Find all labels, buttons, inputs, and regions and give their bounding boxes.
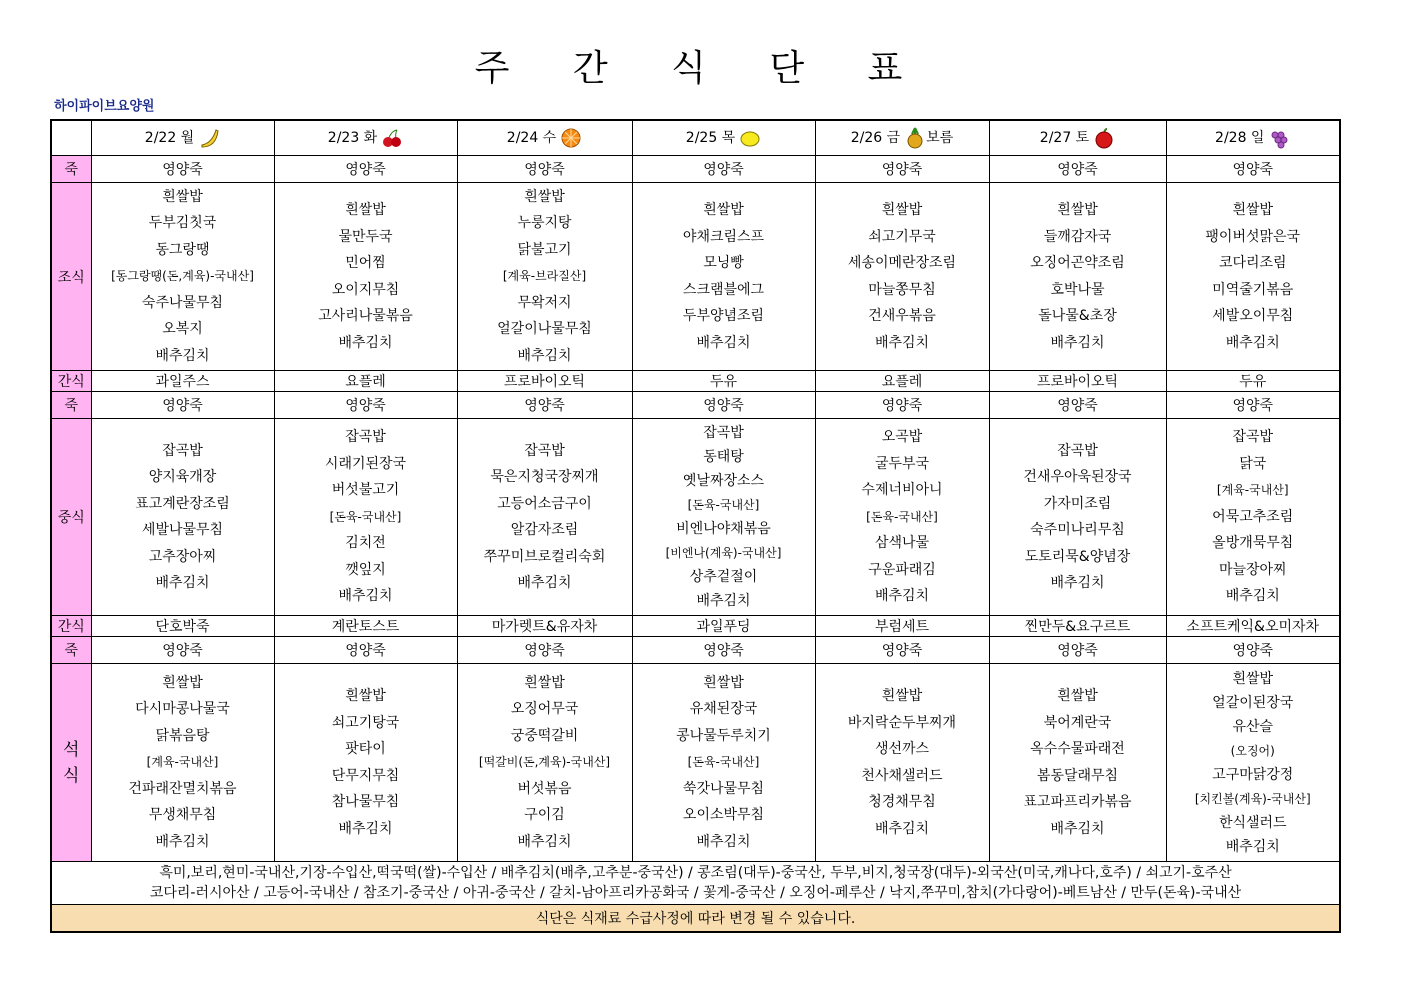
menu-item: 돌나물&초장 — [1038, 308, 1117, 324]
menu-item: 오복지 — [162, 321, 203, 338]
menu-cell: 프로바이오틱 — [457, 371, 632, 392]
menu-item: 세송이메란장조림 — [847, 255, 957, 271]
cherry-icon — [381, 127, 403, 149]
menu-item: 옥수수물파래전 — [1030, 741, 1125, 757]
menu-item: 흰쌀밥 — [881, 202, 923, 218]
menu-item: 야채크림스프 — [682, 228, 765, 245]
menu-item: 단무지무침 — [331, 767, 400, 784]
menu-item: 두부김칫국 — [148, 215, 217, 232]
menu-cell: 영양죽 — [815, 156, 989, 183]
menu-item: 생선까스 — [874, 741, 930, 757]
menu-item: 두부양념조림 — [682, 308, 765, 324]
menu-item: 세발오이무침 — [1212, 308, 1294, 324]
menu-item: 고추장아찌 — [148, 548, 217, 565]
menu-item: 비엔나야채볶음 — [676, 521, 771, 537]
menu-item: 배추김치 — [517, 347, 572, 364]
menu-cell: 영양죽 — [457, 156, 632, 183]
menu-item: 김치전 — [345, 535, 386, 552]
apple-icon — [1093, 127, 1115, 149]
origin-line: 흑미,보리,현미-국내산,기장-수입산,떡국떡(쌀)-수입산 / 배추김치(배추,고추분-중국산) / 콩조림(대두)-중국산, 두부,비지,청국장(대두)-외국산(미국,캐나다,호주) / 쇠고기-호주산 — [159, 865, 1232, 881]
menu-cell — [815, 419, 989, 616]
menu-item: [계육-국내산] — [146, 755, 219, 770]
menu-item: 들깨감자국 — [1043, 228, 1112, 245]
menu-item: 배추김치 — [1050, 820, 1105, 837]
menu-item: 흰쌀밥 — [524, 188, 565, 205]
menu-item: 양지육개장 — [148, 469, 217, 485]
menu-cell: 영양죽 — [457, 637, 632, 664]
row-label-juk: 죽 — [51, 392, 91, 419]
menu-item: 숙주나물무침 — [141, 294, 224, 311]
menu-item: 흰쌀밥 — [345, 688, 386, 704]
menu-item: 배추김치 — [696, 593, 751, 609]
menu-cell — [632, 664, 815, 862]
menu-item: 동태탕 — [703, 449, 744, 465]
menu-item: [계육-브라질산] — [502, 269, 587, 284]
menu-cell: 영양죽 — [989, 392, 1166, 419]
menu-cell: 영양죽 — [989, 156, 1166, 183]
menu-item: 팟타이 — [345, 741, 386, 757]
menu-item: 배추김치 — [696, 334, 751, 351]
menu-cell: 단호박죽 — [91, 616, 274, 637]
menu-item: 유채된장국 — [689, 701, 758, 718]
menu-item: 쭈꾸미브로컬리숙회 — [483, 548, 606, 565]
menu-cell: 요플레 — [274, 371, 457, 392]
menu-cell — [632, 183, 815, 371]
menu-item: 닭불고기 — [517, 241, 572, 258]
menu-cell: 두유 — [1166, 371, 1340, 392]
menu-item: 배추김치 — [338, 820, 393, 837]
menu-cell — [274, 664, 457, 862]
menu-item: 배추김치 — [1225, 334, 1280, 351]
menu-item: 참나물무침 — [331, 794, 400, 810]
menu-item: 스크램블에그 — [682, 281, 765, 298]
menu-item: 상추겉절이 — [689, 569, 758, 585]
day-header-sun: 2/28 일 — [1166, 120, 1340, 156]
menu-item: 민어찜 — [345, 255, 386, 271]
menu-item: 팽이버섯맑은국 — [1205, 228, 1301, 245]
orange-icon — [560, 127, 582, 149]
menu-item: 물만두국 — [338, 228, 393, 245]
menu-item: 오이소박무침 — [682, 807, 765, 824]
menu-item: 굴두부국 — [874, 455, 930, 472]
menu-item: 알감자조림 — [510, 522, 579, 538]
menu-item: 무왁저지 — [517, 294, 572, 311]
day-header-mon: 2/22 월 — [91, 120, 274, 156]
menu-cell: 영양죽 — [91, 637, 274, 664]
menu-cell — [91, 664, 274, 862]
menu-item: (오징어) — [1230, 743, 1275, 758]
menu-item: 오징어무국 — [510, 701, 579, 718]
note-row — [51, 905, 1340, 933]
menu-item: 다시마콩나물국 — [135, 701, 230, 718]
menu-item: 흰쌀밥 — [703, 674, 744, 691]
menu-item: 버섯볶음 — [517, 780, 572, 797]
menu-item: 배추김치 — [874, 334, 930, 351]
menu-item: [계육-국내산] — [1216, 483, 1289, 498]
menu-item: 쇠고기탕국 — [331, 714, 400, 731]
menu-item: 무생채무침 — [148, 807, 217, 824]
menu-item: 청경채무침 — [868, 794, 936, 810]
page-title: 주 간 식 단 표 — [474, 48, 929, 89]
header-corner — [51, 120, 91, 156]
menu-cell: 영양죽 — [457, 392, 632, 419]
row-label-breakfast: 조식 — [51, 183, 91, 371]
menu-item: 봄동달래무침 — [1036, 767, 1119, 784]
menu-item: 쑥갓나물무침 — [682, 780, 765, 797]
menu-item: 콩나물두루치기 — [676, 727, 771, 744]
menu-item: 미역줄기볶음 — [1212, 281, 1294, 298]
menu-item: 얼갈이나물무침 — [497, 321, 592, 338]
menu-item: [돈육-국내산] — [687, 755, 760, 770]
row-label-juk: 죽 — [51, 156, 91, 183]
menu-item: 배추김치 — [1225, 838, 1280, 855]
menu-item: 궁중떡갈비 — [510, 727, 579, 744]
menu-cell — [632, 419, 815, 616]
menu-item: 동그랑땡 — [155, 241, 210, 258]
menu-cell: 영양죽 — [815, 637, 989, 664]
menu-cell: 계란토스트 — [274, 616, 457, 637]
menu-cell — [1166, 183, 1340, 371]
menu-item: 잡곡밥 — [162, 442, 203, 459]
menu-cell: 요플레 — [815, 371, 989, 392]
day-header-sat: 2/27 토 — [989, 120, 1166, 156]
menu-item: 배추김치 — [1050, 334, 1105, 351]
menu-item: 표고파프리카볶음 — [1023, 794, 1132, 810]
menu-item: 배추김치 — [338, 588, 393, 605]
day-header-row — [51, 120, 1340, 156]
menu-cell — [91, 183, 274, 371]
row-label-juk: 죽 — [51, 637, 91, 664]
menu-cell: 영양죽 — [1166, 392, 1340, 419]
menu-item: 흰쌀밥 — [345, 202, 386, 218]
menu-cell — [989, 183, 1166, 371]
grape-icon — [1268, 127, 1290, 149]
menu-item: 마늘장아찌 — [1218, 561, 1287, 578]
menu-cell — [457, 664, 632, 862]
menu-item: 옛날짜장소스 — [682, 473, 765, 489]
menu-cell: 영양죽 — [274, 392, 457, 419]
menu-item: [돈육-국내산] — [687, 498, 760, 512]
menu-item: [돈육-국내산] — [866, 509, 938, 524]
menu-item: [동그랑땡(돈,계육)-국내산] — [111, 269, 254, 284]
menu-item: 천사채샐러드 — [861, 767, 943, 784]
lunch-row — [51, 419, 1340, 616]
menu-item: 올방개묵무침 — [1212, 535, 1294, 552]
menu-item: 바지락순두부찌개 — [847, 714, 957, 731]
menu-cell — [989, 664, 1166, 862]
origin-line: 코다리-러시아산 / 고등어-국내산 / 참조기-중국산 / 아귀-중국산 / 갈치-남아프리카공화국 / 꽃게-중국산 / 오징어-페루산 / 낙지,쭈꾸미,참치(가다랑어)-베트남산 / 만두(돈육)-국내산 — [149, 885, 1242, 901]
menu-item: 표고계란장조림 — [135, 495, 230, 512]
menu-item: 가자미조림 — [1043, 495, 1112, 512]
dinner-row — [51, 664, 1340, 862]
menu-item: 깻잎지 — [345, 561, 386, 578]
menu-item: 고등어소금구이 — [497, 495, 592, 512]
menu-item: [떡갈비(돈,계육)-국내산] — [478, 755, 611, 770]
menu-item: 흰쌀밥 — [162, 188, 203, 205]
menu-item: 배추김치 — [517, 575, 572, 591]
juk-row-evening — [51, 637, 1340, 664]
banana-icon — [198, 127, 220, 149]
menu-item: 버섯불고기 — [331, 482, 400, 499]
menu-item: 세발나물무침 — [141, 522, 224, 538]
menu-item: 건파래잔멸치볶음 — [128, 780, 237, 797]
menu-item: 배추김치 — [1050, 575, 1105, 591]
menu-cell: 영양죽 — [632, 156, 815, 183]
menu-item: 흰쌀밥 — [881, 688, 923, 704]
menu-cell: 마가렛트&유자차 — [457, 616, 632, 637]
menu-cell: 소프트케익&오미자차 — [1166, 616, 1340, 637]
snack-row-pm — [51, 616, 1340, 637]
menu-cell: 두유 — [632, 371, 815, 392]
menu-item: 잡곡밥 — [345, 429, 386, 446]
menu-cell: 영양죽 — [274, 637, 457, 664]
menu-item: 흰쌀밥 — [162, 674, 203, 691]
menu-item: 건새우아욱된장국 — [1023, 469, 1132, 485]
menu-cell — [815, 183, 989, 371]
menu-cell — [989, 419, 1166, 616]
menu-item: 누룽지탕 — [517, 215, 572, 232]
menu-item: 숙주미나리무침 — [1030, 522, 1125, 538]
menu-item: 구운파래김 — [868, 561, 936, 578]
row-label-snack: 간식 — [51, 371, 91, 392]
menu-cell: 프로바이오틱 — [989, 371, 1166, 392]
menu-cell: 영양죽 — [274, 156, 457, 183]
menu-item: 배추김치 — [155, 833, 210, 850]
menu-cell — [274, 419, 457, 616]
menu-cell: 과일주스 — [91, 371, 274, 392]
menu-item: 닭국 — [1239, 455, 1267, 472]
menu-cell — [1166, 419, 1340, 616]
menu-cell: 영양죽 — [91, 392, 274, 419]
menu-item: 흰쌀밥 — [1232, 670, 1274, 687]
menu-item: 묵은지청국장찌개 — [490, 469, 599, 485]
menu-cell — [457, 419, 632, 616]
day-header-wed: 2/24 수 — [457, 120, 632, 156]
menu-item: 배추김치 — [338, 334, 393, 351]
menu-item: [돈육-국내산] — [329, 509, 402, 524]
menu-item: [비엔나(계육)-국내산] — [665, 546, 782, 560]
day-header-fri: 2/26 금 보름 — [815, 120, 989, 156]
breakfast-row — [51, 183, 1340, 371]
menu-item: 배추김치 — [155, 575, 210, 591]
menu-item: 배추김치 — [874, 588, 930, 605]
origin-info — [51, 862, 1340, 905]
menu-cell: 과일푸딩 — [632, 616, 815, 637]
lemon-icon — [739, 127, 761, 149]
menu-item: 코다리조림 — [1218, 255, 1287, 271]
menu-item: 잡곡밥 — [703, 425, 744, 441]
row-label-dinner: 석 식 — [51, 664, 91, 862]
menu-item: 유산슬 — [1232, 718, 1274, 735]
pineapple-icon — [904, 127, 926, 149]
menu-item: 오이지무침 — [331, 281, 400, 298]
menu-item: 배추김치 — [517, 833, 572, 850]
day-header-tue: 2/23 화 — [274, 120, 457, 156]
menu-item: 구이김 — [524, 807, 565, 824]
menu-item: 수제너비아니 — [861, 482, 943, 499]
menu-cell: 영양죽 — [989, 637, 1166, 664]
menu-cell — [274, 183, 457, 371]
menu-cell: 찐만두&요구르트 — [989, 616, 1166, 637]
organization-name: 하이파이브요양원 — [54, 99, 155, 114]
menu-cell: 부럼세트 — [815, 616, 989, 637]
menu-item: 건새우볶음 — [868, 308, 936, 324]
menu-item: 한식샐러드 — [1218, 814, 1287, 831]
menu-item: 호박나물 — [1050, 281, 1105, 298]
juk-row-morning — [51, 156, 1340, 183]
menu-item: 오징어곤약조림 — [1030, 255, 1125, 271]
menu-item: 도토리묵&양념장 — [1024, 548, 1131, 565]
menu-item: 모닝빵 — [703, 255, 744, 271]
menu-item: 배추김치 — [874, 820, 930, 837]
menu-item: 쇠고기무국 — [868, 228, 936, 245]
menu-cell: 영양죽 — [632, 637, 815, 664]
menu-item: 고사리나물볶음 — [318, 308, 413, 324]
origin-row — [51, 862, 1340, 905]
menu-item: 잡곡밥 — [1057, 442, 1098, 459]
menu-item: 닭볶음탕 — [155, 727, 210, 744]
menu-item: 잡곡밥 — [524, 442, 565, 459]
menu-item: 흰쌀밥 — [1057, 688, 1098, 704]
menu-cell: 영양죽 — [815, 392, 989, 419]
menu-cell — [457, 183, 632, 371]
menu-item: 얼갈이된장국 — [1212, 694, 1294, 711]
menu-item: 시래기된장국 — [324, 455, 407, 472]
juk-row-noon — [51, 392, 1340, 419]
menu-cell: 영양죽 — [1166, 156, 1340, 183]
menu-cell — [815, 664, 989, 862]
menu-item: 흰쌀밥 — [1232, 202, 1274, 218]
change-notice: 식단은 식재료 수급사정에 따라 변경 될 수 있습니다. — [51, 905, 1340, 933]
menu-item: 흰쌀밥 — [703, 202, 744, 218]
menu-item: 흰쌀밥 — [1057, 202, 1098, 218]
menu-item: 삼색나물 — [874, 535, 930, 552]
menu-cell: 영양죽 — [91, 156, 274, 183]
row-label-snack: 간식 — [51, 616, 91, 637]
menu-item: 배추김치 — [1225, 588, 1280, 605]
menu-item: 북어계란국 — [1043, 714, 1112, 731]
menu-item: 배추김치 — [696, 833, 751, 850]
menu-cell: 영양죽 — [632, 392, 815, 419]
menu-cell — [91, 419, 274, 616]
menu-item: 배추김치 — [155, 347, 210, 364]
menu-item: 어묵고추조림 — [1212, 508, 1294, 525]
menu-item: 고구마닭강정 — [1212, 766, 1294, 783]
menu-cell — [1166, 664, 1340, 862]
menu-item: 오곡밥 — [881, 429, 923, 446]
day-header-thu: 2/25 목 — [632, 120, 815, 156]
weekly-menu-table — [50, 119, 1341, 933]
row-label-lunch: 중식 — [51, 419, 91, 616]
menu-item: [치킨볼(계육)-국내산] — [1194, 791, 1311, 806]
menu-item: 마늘쫑무침 — [868, 281, 936, 298]
snack-row-am — [51, 371, 1340, 392]
menu-item: 잡곡밥 — [1232, 429, 1274, 446]
menu-item: 흰쌀밥 — [524, 674, 565, 691]
menu-cell: 영양죽 — [1166, 637, 1340, 664]
